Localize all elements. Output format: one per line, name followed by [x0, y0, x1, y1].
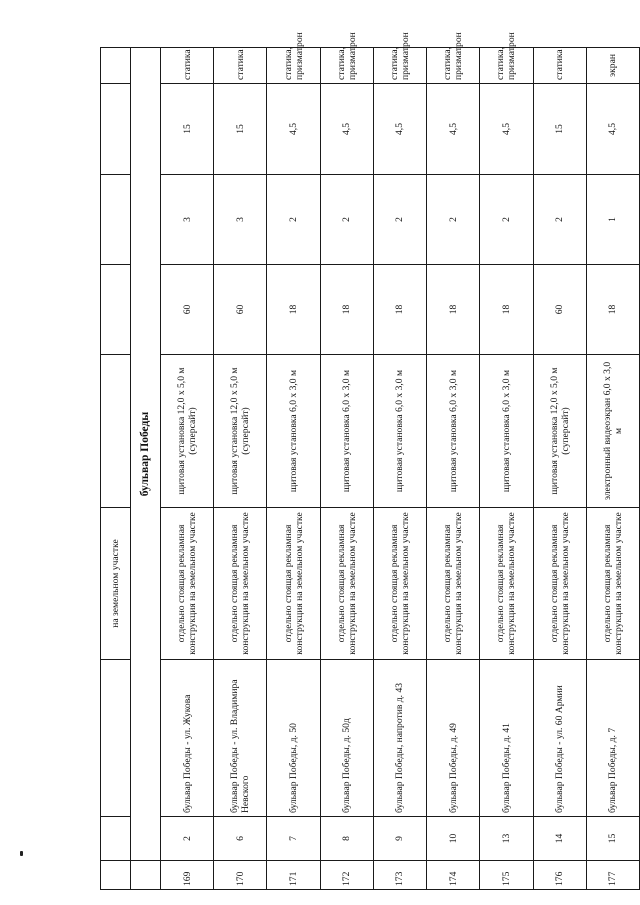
cell-address: бульвар Победы, д. 7	[586, 660, 639, 817]
cell-term: 15	[161, 84, 214, 175]
cell-format: щитовая установка 6,0 х 3,0 м	[267, 355, 320, 508]
section-title: бульвар Победы	[131, 48, 161, 861]
cell-area: 18	[586, 265, 639, 355]
cell-type: отдельно стоящая рекламная конструкция на земельном участке	[480, 508, 533, 660]
cell-sides: 2	[480, 175, 533, 265]
header-cell-term	[101, 84, 131, 175]
cell-term: 4,5	[373, 84, 426, 175]
cell-id: 177	[586, 861, 639, 890]
section-blank-cell	[131, 861, 161, 890]
cell-sides: 3	[161, 175, 214, 265]
table-row	[480, 48, 533, 890]
cell-address: бульвар Победы, д. 50	[267, 660, 320, 817]
header-row	[101, 48, 131, 890]
cell-address: бульвар Победы - ул. Владимира Невского	[214, 660, 267, 817]
header-cell-tech	[101, 48, 131, 84]
cell-format: щитовая установка 6,0 х 3,0 м	[373, 355, 426, 508]
cell-num: 8	[320, 817, 373, 861]
cell-tech: статика, призматрон	[427, 48, 480, 84]
cell-tech: статика, призматрон	[373, 48, 426, 84]
cell-type: отдельно стоящая рекламная конструкция на земельном участке	[214, 508, 267, 660]
cell-id: 173	[373, 861, 426, 890]
cell-num: 6	[214, 817, 267, 861]
cell-address: бульвар Победы - ул. 60 Армии	[533, 660, 586, 817]
cell-id: 176	[533, 861, 586, 890]
table-row	[320, 48, 373, 890]
cell-tech: статика, призматрон	[480, 48, 533, 84]
cell-tech: статика	[533, 48, 586, 84]
cell-type: отдельно стоящая рекламная конструкция на земельном участке	[161, 508, 214, 660]
cell-num: 7	[267, 817, 320, 861]
cell-sides: 3	[214, 175, 267, 265]
advertising-structures-table	[100, 32, 640, 890]
cell-term: 4,5	[427, 84, 480, 175]
section-row	[131, 48, 161, 890]
cell-area: 18	[480, 265, 533, 355]
cell-id: 175	[480, 861, 533, 890]
cell-tech: статика	[214, 48, 267, 84]
scan-speck	[20, 851, 23, 856]
cell-id: 174	[427, 861, 480, 890]
table-body	[101, 32, 640, 890]
cell-sides: 2	[267, 175, 320, 265]
header-cell-address	[101, 660, 131, 817]
cell-area: 18	[320, 265, 373, 355]
cell-tech: статика, призматрон	[267, 48, 320, 84]
cell-area: 18	[427, 265, 480, 355]
cell-id: 171	[267, 861, 320, 890]
cell-term: 15	[214, 84, 267, 175]
table-row	[427, 48, 480, 890]
cell-address: бульвар Победы, д. 50д	[320, 660, 373, 817]
cell-id: 169	[161, 861, 214, 890]
table-row	[586, 48, 639, 890]
table-row	[267, 48, 320, 890]
header-cell-format	[101, 355, 131, 508]
cell-tech: статика, призматрон	[320, 48, 373, 84]
cell-type: отдельно стоящая рекламная конструкция на земельном участке	[373, 508, 426, 660]
cell-area: 60	[161, 265, 214, 355]
cell-address: бульвар Победы, д. 41	[480, 660, 533, 817]
cell-type: отдельно стоящая рекламная конструкция на земельном участке	[320, 508, 373, 660]
cell-num: 9	[373, 817, 426, 861]
cell-id: 172	[320, 861, 373, 890]
cell-num: 15	[586, 817, 639, 861]
header-cell-location-type: на земельном участке	[101, 508, 131, 660]
cell-tech: статика	[161, 48, 214, 84]
cell-sides: 2	[373, 175, 426, 265]
cell-address: бульвар Победы, д. 49	[427, 660, 480, 817]
cell-area: 60	[533, 265, 586, 355]
cell-sides: 1	[586, 175, 639, 265]
cell-format: щитовая установка 12,0 х 5,0 м (суперсайт)	[214, 355, 267, 508]
cell-term: 4,5	[480, 84, 533, 175]
cell-format: щитовая установка 12,0 х 5,0 м (суперсайт)	[533, 355, 586, 508]
cell-area: 18	[267, 265, 320, 355]
cell-format: щитовая установка 6,0 х 3,0 м	[480, 355, 533, 508]
cell-num: 10	[427, 817, 480, 861]
cell-format: электронный видеоэкран 6,0 х 3,0 м	[586, 355, 639, 508]
cell-term: 4,5	[320, 84, 373, 175]
header-cell-sides	[101, 175, 131, 265]
cell-address: бульвар Победы, напротив д. 43	[373, 660, 426, 817]
cell-num: 2	[161, 817, 214, 861]
cell-format: щитовая установка 12,0 х 5,0 м (суперсайт)	[161, 355, 214, 508]
table-row	[533, 48, 586, 890]
header-cell-num	[101, 817, 131, 861]
header-cell-area	[101, 265, 131, 355]
table-row	[373, 48, 426, 890]
cell-term: 4,5	[586, 84, 639, 175]
cell-sides: 2	[533, 175, 586, 265]
cell-term: 4,5	[267, 84, 320, 175]
cell-sides: 2	[320, 175, 373, 265]
table-row	[214, 48, 267, 890]
cell-num: 13	[480, 817, 533, 861]
table-row	[161, 48, 214, 890]
cell-address: бульвар Победы - ул. Жукова	[161, 660, 214, 817]
cell-area: 60	[214, 265, 267, 355]
cell-type: отдельно стоящая рекламная конструкция на земельном участке	[533, 508, 586, 660]
cell-format: щитовая установка 6,0 х 3,0 м	[320, 355, 373, 508]
cell-num: 14	[533, 817, 586, 861]
cell-type: отдельно стоящая рекламная конструкция на земельном участке	[427, 508, 480, 660]
cell-sides: 2	[427, 175, 480, 265]
header-cell-id	[101, 861, 131, 890]
cell-term: 15	[533, 84, 586, 175]
cell-area: 18	[373, 265, 426, 355]
cell-type: отдельно стоящая рекламная конструкция на земельном участке	[586, 508, 639, 660]
cell-type: отдельно стоящая рекламная конструкция на земельном участке	[267, 508, 320, 660]
cell-id: 170	[214, 861, 267, 890]
cell-tech: экран	[586, 48, 639, 84]
rotated-table-container	[100, 32, 640, 890]
cell-format: щитовая установка 6,0 х 3,0 м	[427, 355, 480, 508]
